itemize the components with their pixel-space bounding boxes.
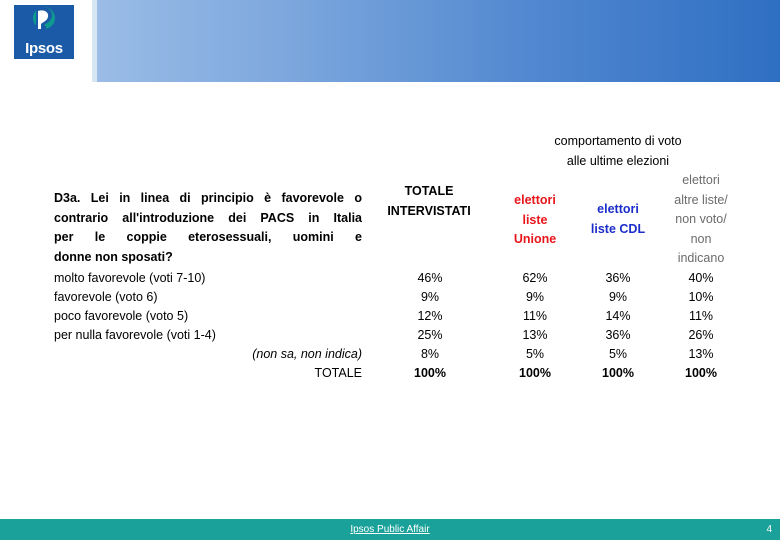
cell-totale: 100% [414,366,446,380]
cell-unione: 9% [525,290,545,304]
vote-behaviour-header [510,132,726,171]
col-header-line: non [690,231,712,246]
page-number: 4 [766,524,772,535]
cell-unione: 62% [522,271,548,285]
logo-text: Ipsos [25,40,63,57]
cell-cdl: 36% [605,271,631,285]
question-line: contrario all'introduzione dei PACS in Italia [54,210,362,225]
row-label: (non sa, non indica) [252,347,362,361]
cell-altre: 11% [688,309,714,323]
col-header-line: liste [522,212,548,227]
col-header-line: TOTALE [404,184,454,198]
col-header-unione [496,191,574,250]
col-header-line: liste CDL [590,221,646,236]
col-header-line: elettori [597,202,639,216]
row-label: per nulla favorevole (voti 1-4) [54,328,216,342]
cell-altre: 13% [688,347,714,361]
col-header-line: elettori [682,173,720,187]
footer-bar [0,519,780,540]
question-line: D3a. Lei in linea di principio è favorevole o [54,191,362,205]
row-label: poco favorevole (voto 5) [54,309,189,323]
cell-totale: 46% [417,271,443,285]
cell-unione: 13% [522,328,548,342]
question-text [54,189,362,267]
cell-cdl: 9% [608,290,628,304]
question-line: per le coppie eterosessuali, uomini e [54,230,362,244]
col-header-cdl [578,200,658,239]
cell-altre: 40% [688,271,714,285]
footer-source-link[interactable]: Ipsos Public Affair [350,524,430,535]
col-header-line: non voto/ [675,212,727,226]
cell-totale: 9% [420,290,440,304]
cell-totale: 8% [420,347,440,361]
col-header-line: INTERVISTATI [387,203,471,218]
row-label-totale: TOTALE [314,366,362,380]
cell-altre: 100% [685,366,717,380]
cell-unione: 5% [525,347,545,361]
col-header-line: altre liste/ [674,192,728,207]
cell-totale: 12% [417,309,443,323]
cell-cdl: 5% [608,347,628,361]
col-header-line: Unione [513,232,557,246]
cell-cdl: 14% [605,309,631,323]
header-banner [0,0,780,82]
group-header-line: comportamento di voto [554,134,682,148]
cell-cdl: 36% [605,328,631,342]
group-header-line: alle ultime elezioni [566,153,670,168]
cell-cdl: 100% [602,366,634,380]
cell-unione: 100% [519,366,551,380]
row-label: favorevole (voto 6) [54,290,158,304]
col-header-totale [370,182,488,221]
row-label: molto favorevole (voti 7-10) [54,271,206,285]
cell-altre: 10% [688,290,714,304]
cell-unione: 11% [522,309,548,323]
ipsos-logo [14,5,74,59]
question-line: donne non sposati? [54,249,173,264]
header-divider [92,0,97,82]
col-header-line: indicano [677,251,725,265]
col-header-line: elettori [514,193,556,207]
col-header-altre [660,171,742,269]
cell-altre: 26% [688,328,714,342]
cell-totale: 25% [417,328,443,342]
